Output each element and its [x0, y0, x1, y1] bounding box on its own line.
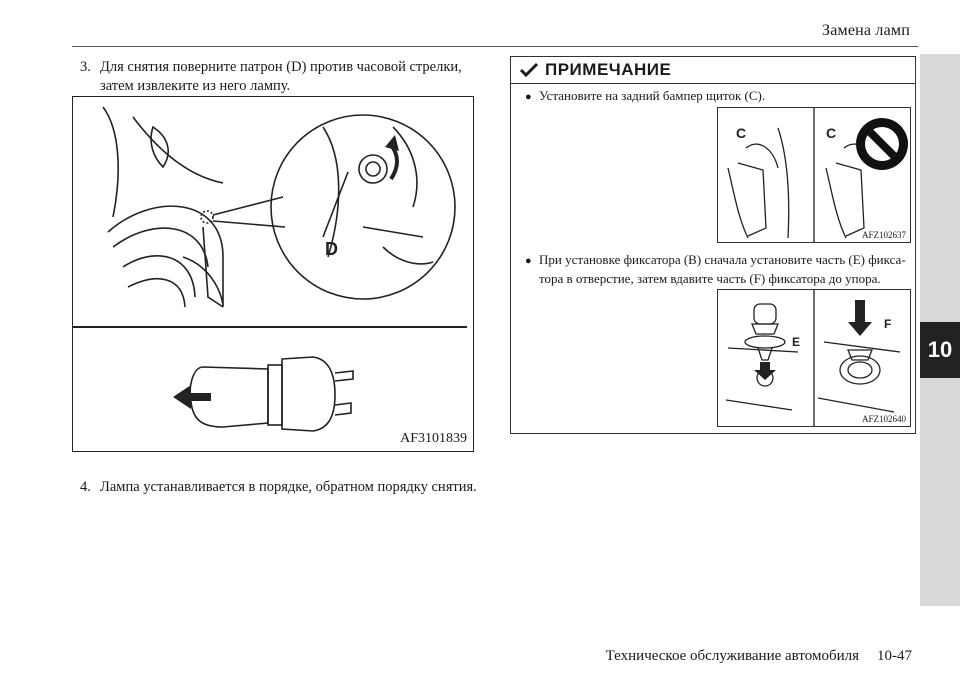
step-3-number: 3. [80, 59, 91, 75]
bumper-shield-figure [717, 107, 911, 243]
note-check-icon [519, 62, 539, 78]
chapter-number-badge: 10 [920, 322, 960, 378]
step-4 [80, 478, 500, 497]
prohibition-icon [856, 118, 908, 170]
bulb-removal-illustration [73, 97, 473, 451]
label-c-right: C [826, 125, 837, 141]
note-item-2-line-2: тора в отверстие, затем вдавите часть (F) фиксатора до упора. [539, 271, 881, 286]
note-item-1 [525, 87, 905, 106]
page-header-title: Замена ламп [822, 22, 910, 39]
label-f: F [884, 317, 892, 331]
label-c-left: C [736, 125, 747, 141]
footer-title: Техническое обслуживание автомобиля [605, 648, 859, 664]
figure2-code: AFZ102640 [861, 414, 906, 424]
clip-installation-figure [717, 289, 911, 427]
header-rule [72, 46, 918, 47]
note-item-2 [525, 251, 909, 288]
step-3-line-2: затем извлеките из него лампу. [100, 78, 291, 94]
page-footer [606, 648, 912, 665]
note-item-1-text: Установите на задний бампер щиток (C). [539, 88, 766, 103]
step-4-number: 4. [80, 479, 91, 495]
step-4-text: Лампа устанавливается в порядке, обратном порядку снятия. [100, 479, 477, 495]
figure1-code: AFZ102637 [861, 230, 906, 240]
bumper-shield-illustration [718, 108, 910, 242]
note-item-2-line-1: При установке фиксатора (B) сначала установите часть (E) фикса- [539, 252, 906, 267]
page-number: 10-47 [877, 648, 912, 664]
bulb-removal-figure [72, 96, 474, 452]
main-figure-code: AF3101839 [400, 431, 467, 446]
note-header [511, 57, 915, 84]
clip-installation-illustration [718, 290, 910, 426]
step-3-line-1: Для снятия поверните патрон (D) против часовой стрелки, [100, 59, 462, 75]
bullet-icon: ● [525, 91, 532, 103]
label-d: D [325, 239, 338, 259]
label-e: E [792, 335, 801, 349]
bullet-icon: ● [525, 255, 532, 267]
step-3 [80, 58, 475, 96]
note-title: ПРИМЕЧАНИЕ [545, 60, 672, 79]
note-box [510, 56, 916, 434]
